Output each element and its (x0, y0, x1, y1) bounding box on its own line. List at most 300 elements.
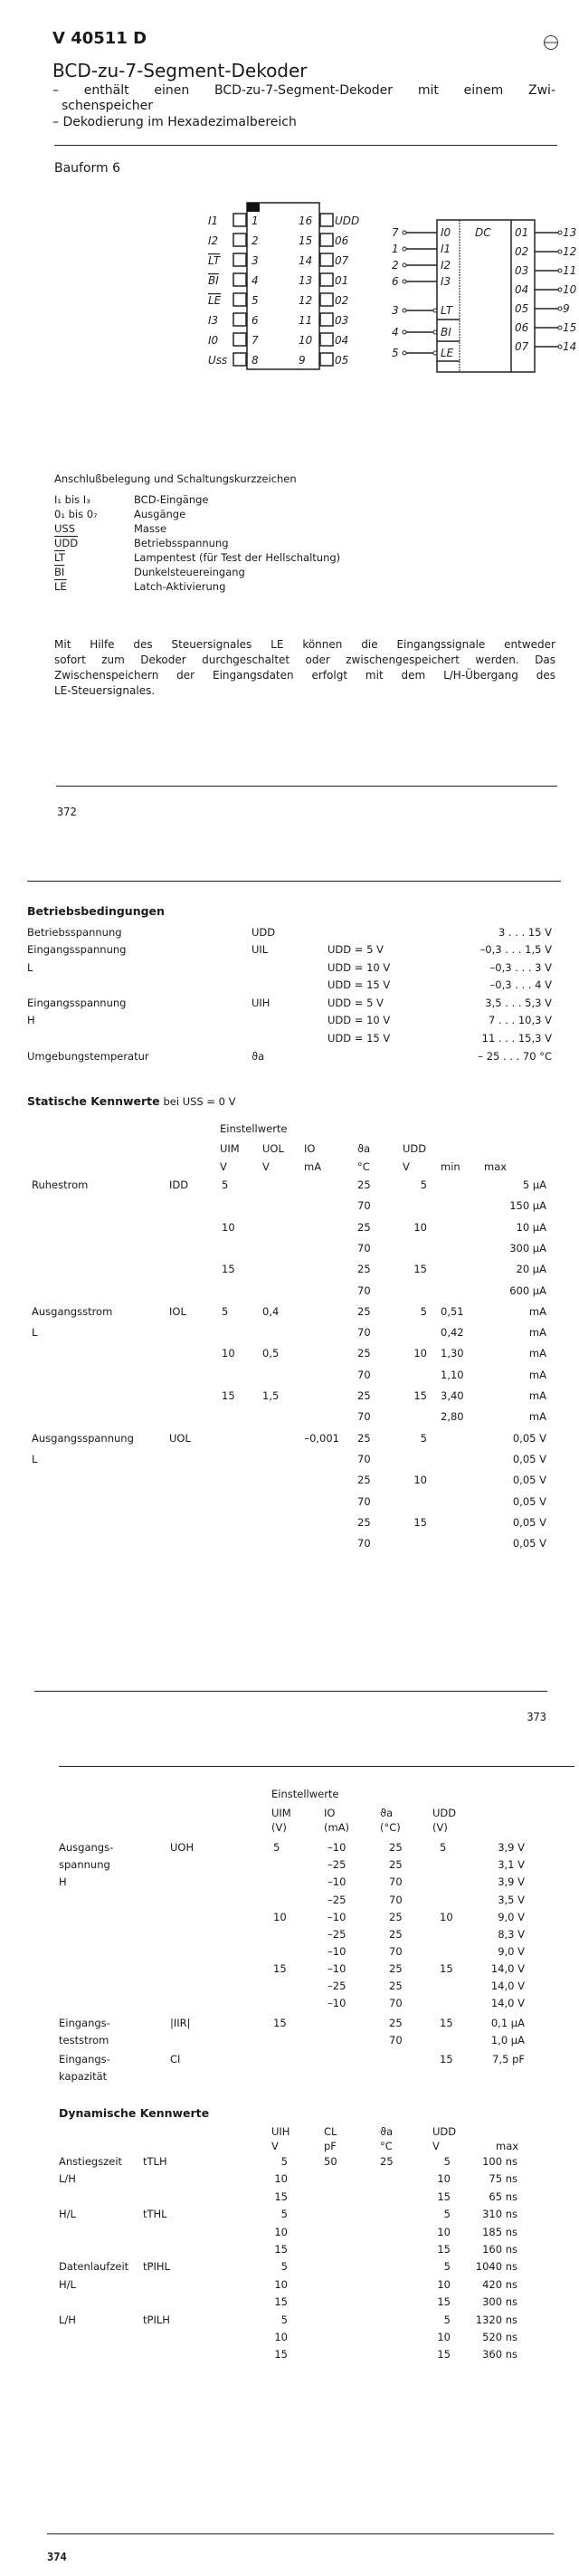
column-unit: V (271, 2140, 279, 2152)
param: L (32, 1452, 38, 1465)
symbol: UIH (252, 997, 271, 1009)
value: 3,5 V (498, 1894, 525, 1906)
output-pin-number: 9 (563, 302, 570, 315)
udd: 10 (413, 1347, 427, 1360)
einstellwerte-label: Einstellwerte (271, 1788, 339, 1800)
value: 9,0 V (498, 1945, 525, 1958)
column-unit: (°C) (380, 1821, 401, 1834)
input-pin-number: 2 (392, 259, 399, 272)
param: Umgebungstemperatur (27, 1050, 149, 1063)
table-row (0, 2190, 579, 2203)
pin-pad (320, 293, 333, 306)
io: –25 (327, 1928, 346, 1941)
column-unit: pF (324, 2140, 337, 2152)
param: Ausgangs- (59, 1841, 114, 1854)
max: 150 µA (509, 1199, 546, 1213)
column-header: UIH (271, 2125, 290, 2138)
ta: 25 (357, 1263, 371, 1276)
pin-number: 5 (252, 294, 259, 307)
table-row (0, 1537, 579, 1550)
ta: 25 (389, 1911, 403, 1923)
param: spannung (59, 1858, 110, 1871)
io: –10 (327, 1945, 346, 1958)
legend-title: Anschlußbelegung und Schaltungskurzzeichen (54, 472, 297, 485)
legend-symbol: USS (54, 522, 76, 535)
pin-pad (233, 293, 246, 306)
section-title-statische-suffix: bei USS = 0 V (163, 1095, 236, 1108)
value: –0,3 . . . 1,5 V (479, 943, 552, 956)
symbol: |IIR| (170, 2017, 191, 2029)
ta: 25 (357, 1220, 371, 1234)
input-pin-number: 4 (392, 326, 399, 339)
input-label: LE (441, 347, 454, 359)
max: 160 ns (482, 2243, 517, 2256)
column-unit: (V) (432, 1821, 448, 1834)
part-number: V 40511 D (52, 29, 147, 48)
terminal-icon (558, 288, 562, 291)
column-unit: mA (304, 1160, 322, 1173)
table-row (0, 2331, 579, 2343)
pin-pad (320, 253, 333, 266)
max: mA (528, 1389, 546, 1402)
udd: 5 (420, 1304, 427, 1318)
param: H/L (59, 2277, 76, 2291)
pin-number: 4 (252, 274, 259, 287)
column-unit: max (496, 2140, 519, 2152)
condition-row (0, 1050, 579, 1063)
ta: 25 (389, 1962, 403, 1975)
io: –25 (327, 1980, 346, 1992)
uim: 5 (273, 1841, 280, 1854)
pin-name: 07 (335, 254, 349, 267)
udd: 15 (440, 2053, 453, 2066)
output-label: 07 (515, 340, 529, 353)
uim: 15 (222, 1389, 235, 1402)
table-row (0, 2226, 579, 2238)
udd: 10 (437, 2172, 451, 2186)
table-row (0, 1474, 579, 1486)
table-row (0, 1199, 579, 1212)
param: L/H (59, 2313, 76, 2326)
uim: 15 (222, 1263, 235, 1276)
table-row (0, 2053, 579, 2066)
negation-bubble-icon (433, 351, 437, 355)
pin-pad (233, 333, 246, 346)
ta: 25 (357, 1474, 371, 1487)
ta: 25 (357, 1347, 371, 1360)
column-unit: °C (357, 1160, 370, 1173)
section-title-statische (27, 1095, 236, 1108)
uih: 10 (274, 2225, 288, 2238)
input-pin-number: 5 (392, 347, 399, 359)
output-label: 04 (515, 283, 529, 296)
output-pin-number: 12 (563, 245, 577, 258)
symbol: tPIHL (143, 2260, 170, 2274)
value: 7 . . . 10,3 V (488, 1014, 552, 1026)
param: Ruhestrom (32, 1178, 89, 1191)
terminal-icon (403, 231, 406, 234)
uim: 5 (222, 1178, 229, 1191)
pin-name: 03 (335, 314, 349, 327)
pin-name: BI (208, 274, 219, 287)
legend-description: Lampentest (für Test der Hellschaltung) (134, 551, 341, 564)
paragraph-line-1: Mit Hilfe des Steuersignales LE können die Eingangssignale entweder (54, 638, 555, 651)
package-label: Bauform 6 (54, 161, 121, 176)
footer-rule (34, 1691, 547, 1692)
column-header: UDD (432, 1807, 457, 1819)
table-row (0, 1221, 579, 1234)
pin-pad (233, 313, 246, 326)
uol: 0,5 (262, 1347, 280, 1360)
max: mA (528, 1347, 546, 1360)
table-row (0, 1911, 579, 1923)
param: Anstiegszeit (59, 2155, 123, 2168)
param: H (27, 1014, 35, 1026)
pin-name: 06 (335, 234, 349, 247)
pin-name: LT (208, 254, 221, 267)
param: Ausgangsspannung (32, 1431, 134, 1445)
table-row (0, 1495, 579, 1508)
table-row (0, 1945, 579, 1958)
condition-row (0, 943, 579, 956)
column-unit: max (484, 1160, 508, 1173)
value: 14,0 V (490, 1962, 525, 1975)
column-unit: (V) (271, 1821, 287, 1834)
pin-pad (233, 273, 246, 286)
pin-name: I2 (208, 234, 219, 247)
table-row (0, 2017, 579, 2029)
uih: 15 (274, 2295, 288, 2309)
uol: 1,5 (262, 1389, 280, 1402)
udd: 10 (440, 1911, 453, 1923)
pin-pad (320, 234, 333, 246)
pin-pad (233, 353, 246, 366)
condition-row (0, 997, 579, 1009)
column-header: UIM (271, 1807, 291, 1819)
footer-rule (56, 786, 557, 787)
ta: 25 (389, 1928, 403, 1941)
uih: 10 (274, 2172, 288, 2186)
ta: 25 (357, 1304, 371, 1318)
udd: 15 (437, 2190, 451, 2203)
param: Eingangs- (59, 2017, 110, 2029)
table-row (0, 1284, 579, 1297)
max: 1040 ns (475, 2260, 517, 2274)
page-number: 373 (527, 1711, 546, 1723)
ta: 25 (357, 1431, 371, 1445)
column-unit: V (432, 2140, 440, 2152)
condition-row (0, 1014, 579, 1026)
output-label: 05 (515, 302, 529, 315)
param: teststrom (59, 2034, 109, 2046)
input-pin-number: 3 (392, 304, 399, 317)
input-label: I0 (441, 226, 451, 239)
output-label: 01 (515, 226, 529, 239)
legend-symbol: $\overline{LE}$ (54, 580, 67, 593)
max: 310 ns (482, 2208, 517, 2221)
uim: 10 (222, 1220, 235, 1234)
symbol: tPILH (143, 2313, 170, 2326)
terminal-icon (403, 351, 406, 355)
pin-number: 15 (299, 234, 313, 247)
value: –0,3 . . . 4 V (489, 978, 552, 991)
table-row (0, 1178, 579, 1191)
terminal-icon (403, 280, 406, 283)
udd: 10 (413, 1474, 427, 1487)
symbol: tTLH (143, 2155, 167, 2168)
terminal-icon (558, 269, 562, 272)
io: –10 (327, 1911, 346, 1923)
udd: 5 (440, 1841, 447, 1854)
max: 0,05 V (512, 1537, 546, 1550)
max: 600 µA (509, 1283, 546, 1297)
pin-name: I0 (208, 334, 219, 347)
table-row (0, 1305, 579, 1318)
table-row (0, 2348, 579, 2361)
condition: UDD = 15 V (327, 978, 391, 991)
page-title: BCD-zu-7-Segment-Dekoder (52, 60, 308, 81)
symbol: IOL (169, 1304, 186, 1318)
min: 2,80 (441, 1410, 464, 1424)
table-row (0, 2278, 579, 2291)
uim: 15 (273, 1962, 287, 1975)
column-header: UDD (403, 1142, 427, 1155)
ta: 70 (389, 1875, 403, 1888)
table-row (0, 1326, 579, 1339)
value: 3,9 V (498, 1841, 525, 1854)
value: 3,1 V (498, 1858, 525, 1871)
max: 300 µA (509, 1241, 546, 1255)
value: 8,3 V (498, 1928, 525, 1941)
bullet-1: – enthält einen BCD-zu-7-Segment-Dekoder mit einem Zwi- (52, 83, 555, 98)
max: 5 µA (522, 1178, 546, 1191)
pin-number: 8 (252, 354, 259, 367)
column-header: IO (304, 1142, 316, 1155)
ta: 25 (357, 1178, 371, 1191)
legend-description: Masse (134, 522, 167, 535)
condition-row (0, 961, 579, 974)
pin-name: UDD (335, 215, 360, 227)
max: 0,05 V (512, 1431, 546, 1445)
udd: 15 (413, 1263, 427, 1276)
pin1-marker (247, 203, 260, 212)
param: Betriebsspannung (27, 926, 122, 939)
udd: 15 (437, 2295, 451, 2309)
legend-symbol: $\overline{BI}$ (54, 566, 65, 578)
logic-symbol (357, 213, 579, 376)
param: Ausgangsstrom (32, 1304, 113, 1318)
value: 9,0 V (498, 1911, 525, 1923)
pin-pad (233, 214, 246, 226)
pin-number: 10 (299, 334, 313, 347)
param: Datenlaufzeit (59, 2260, 129, 2274)
legend-description: Latch-Aktivierung (134, 580, 226, 593)
value: 0,1 µA (490, 2017, 525, 2029)
ta: 70 (357, 1326, 371, 1340)
legend-description: Ausgänge (134, 508, 186, 520)
pin-number: 14 (299, 254, 313, 267)
udd: 5 (420, 1178, 427, 1191)
ta: 70 (389, 1945, 403, 1958)
value: 7,5 pF (492, 2053, 525, 2066)
min: 1,10 (441, 1368, 464, 1381)
max: mA (528, 1410, 546, 1424)
section-title-betriebsbedingungen: Betriebsbedingungen (27, 904, 165, 918)
table-row (0, 1962, 579, 1975)
symbol: UOL (169, 1431, 191, 1445)
uih: 15 (274, 2348, 288, 2361)
max: 10 µA (516, 1220, 546, 1234)
udd: 15 (437, 2348, 451, 2361)
pin-name: 04 (335, 334, 349, 347)
table-row (0, 1858, 579, 1871)
legend-symbol: I₁ bis I₃ (54, 493, 90, 506)
io: –25 (327, 1894, 346, 1906)
symbol: IDD (169, 1178, 189, 1191)
input-pin-number: 7 (392, 226, 399, 239)
io: –10 (327, 1875, 346, 1888)
udd: 10 (437, 2277, 451, 2291)
paragraph-line-3: Zwischenspeichern der Eingangsdaten erfolgt mit dem L/H-Übergang des (54, 669, 555, 682)
paragraph-line-2: sofort zum Dekoder durchgeschaltet oder zwischengespeichert werden. Das (54, 654, 555, 666)
param: Eingangs- (59, 2053, 110, 2066)
input-label: I3 (441, 275, 451, 288)
udd: 10 (437, 2331, 451, 2343)
io: –10 (327, 1997, 346, 2009)
pin-name: Uss (208, 354, 228, 367)
output-label: 06 (515, 321, 529, 334)
table-row (0, 2243, 579, 2256)
header-rule (27, 881, 561, 882)
ta: 25 (380, 2155, 394, 2168)
output-label: 03 (515, 264, 529, 277)
value: 14,0 V (490, 1980, 525, 1992)
symbol: UIL (252, 943, 269, 956)
ta: 70 (357, 1537, 371, 1550)
legend-description: Dunkelsteuereingang (134, 566, 245, 578)
ta: 70 (389, 1894, 403, 1906)
symbol: ϑa (252, 1050, 265, 1063)
pin-number: 2 (252, 234, 259, 247)
pin-pad (233, 234, 246, 246)
terminal-icon (558, 345, 562, 348)
column-unit: (mA) (324, 1821, 350, 1834)
pinout-right-names (335, 199, 362, 380)
max: 185 ns (482, 2225, 517, 2238)
output-pin-number: 10 (563, 283, 577, 296)
terminal-icon (403, 330, 406, 334)
column-header: ϑa (380, 1807, 394, 1819)
ta: 70 (389, 1997, 403, 2009)
max: 0,05 V (512, 1494, 546, 1508)
column-unit: V (220, 1160, 227, 1173)
uih: 5 (280, 2313, 288, 2326)
max: 65 ns (489, 2190, 517, 2203)
pin-pad (320, 353, 333, 366)
table-row (0, 1516, 579, 1529)
terminal-icon (558, 307, 562, 310)
value: 3 . . . 15 V (498, 926, 552, 939)
condition-row (0, 926, 579, 939)
max: 75 ns (489, 2172, 517, 2186)
value: 1,0 µA (490, 2034, 525, 2046)
value: 11 . . . 15,3 V (481, 1032, 552, 1045)
pin-number: 6 (252, 314, 259, 327)
condition: UDD = 5 V (327, 997, 384, 1009)
section-title-statische-text: Statische Kennwerte (27, 1094, 160, 1108)
input-pin-number: 1 (392, 243, 399, 255)
max: mA (528, 1326, 546, 1340)
udd: 5 (443, 2313, 451, 2326)
pin-name: 01 (335, 274, 349, 287)
column-unit: V (403, 1160, 410, 1173)
einstellwerte-label: Einstellwerte (220, 1122, 288, 1135)
pin-number: 13 (299, 274, 313, 287)
table-row (0, 1389, 579, 1402)
pin-number: 16 (299, 215, 313, 227)
max: mA (528, 1368, 546, 1381)
page-number: 374 (47, 2551, 67, 2563)
input-label: LT (441, 304, 453, 317)
terminal-icon (558, 231, 562, 234)
min: 3,40 (441, 1389, 464, 1402)
pin-number: 9 (299, 354, 306, 367)
value: –0,3 . . . 3 V (489, 961, 552, 974)
udd: 15 (413, 1515, 427, 1529)
table-row (0, 1928, 579, 1941)
param: Eingangsspannung (27, 943, 127, 956)
uih: 5 (280, 2155, 288, 2168)
max: 0,05 V (512, 1515, 546, 1529)
input-pin-number: 6 (392, 275, 399, 288)
uim: 15 (273, 2017, 287, 2029)
bullet-2: – Dekodierung im Hexadezimalbereich (52, 115, 297, 129)
symbol: UDD (252, 926, 276, 939)
pin-name: 05 (335, 354, 349, 367)
terminal-icon (403, 247, 406, 251)
table-row (0, 2295, 579, 2308)
udd: 10 (437, 2225, 451, 2238)
io: –25 (327, 1858, 346, 1871)
input-label: I1 (441, 243, 451, 255)
legend-description: Betriebsspannung (134, 537, 229, 549)
column-unit: °C (380, 2140, 393, 2152)
legend-symbol: $\overline{LT}$ (54, 551, 65, 564)
uih: 10 (274, 2331, 288, 2343)
table-row (0, 1875, 579, 1888)
ta: 25 (389, 1858, 403, 1871)
param: L (32, 1326, 38, 1340)
min: 0,51 (441, 1304, 464, 1318)
table-row (0, 1369, 579, 1381)
uim: 10 (222, 1347, 235, 1360)
condition: UDD = 5 V (327, 943, 384, 956)
udd: 15 (437, 2243, 451, 2256)
io: –10 (327, 1962, 346, 1975)
value: 14,0 V (490, 1997, 525, 2009)
pin-pad (233, 253, 246, 266)
column-header: ϑa (357, 1142, 371, 1155)
min: 0,42 (441, 1326, 464, 1340)
ta: 70 (357, 1283, 371, 1297)
value: 3,5 . . . 5,3 V (485, 997, 552, 1009)
max: 1320 ns (475, 2313, 517, 2326)
ta: 70 (357, 1241, 371, 1255)
max: 0,05 V (512, 1452, 546, 1465)
ta: 70 (357, 1199, 371, 1213)
column-header: ϑa (380, 2125, 394, 2138)
ta: 25 (389, 2017, 403, 2029)
